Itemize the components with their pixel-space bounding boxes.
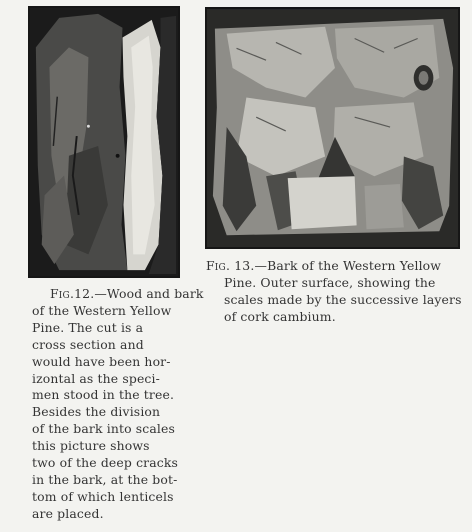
caption-line: Pine. Outer surface, showing the bbox=[224, 274, 436, 290]
caption-line: in the bark, at the bot- bbox=[32, 471, 178, 487]
caption-line: izontal as the speci- bbox=[32, 370, 160, 386]
figure-12-caption bbox=[32, 286, 204, 523]
caption-line: of the Western Yellow bbox=[32, 302, 172, 318]
figure-13-caption bbox=[206, 258, 468, 326]
caption-line: this picture shows bbox=[32, 438, 150, 454]
caption-line: Besides the division bbox=[32, 404, 161, 420]
caption-line bbox=[32, 286, 204, 303]
caption-line: of the bark into scales bbox=[32, 421, 176, 437]
figure-13-label: Fig. 13. bbox=[206, 258, 255, 273]
caption-line: are placed. bbox=[32, 505, 104, 521]
caption-line: would have been hor- bbox=[32, 353, 171, 369]
caption-line: two of the deep cracks bbox=[32, 455, 179, 471]
bark-surface-image bbox=[207, 9, 458, 247]
caption-line: of cork cambium. bbox=[224, 308, 336, 324]
caption-line: Pine. The cut is a bbox=[32, 319, 144, 335]
caption-line bbox=[206, 258, 468, 275]
caption-line: men stood in the tree. bbox=[32, 387, 175, 403]
caption-text: —Bark of the Western Yellow bbox=[254, 258, 442, 273]
caption-line: cross section and bbox=[32, 336, 144, 352]
wood-and-bark-image bbox=[30, 8, 178, 276]
caption-line: scales made by the successive layers bbox=[224, 291, 462, 307]
figure-13-photo bbox=[205, 7, 460, 249]
figure-12-photo bbox=[28, 6, 180, 278]
caption-line: tom of which lenticels bbox=[32, 488, 174, 504]
figure-12-label: Fig.12. bbox=[50, 286, 95, 301]
caption-text: —Wood and bark bbox=[94, 286, 204, 301]
